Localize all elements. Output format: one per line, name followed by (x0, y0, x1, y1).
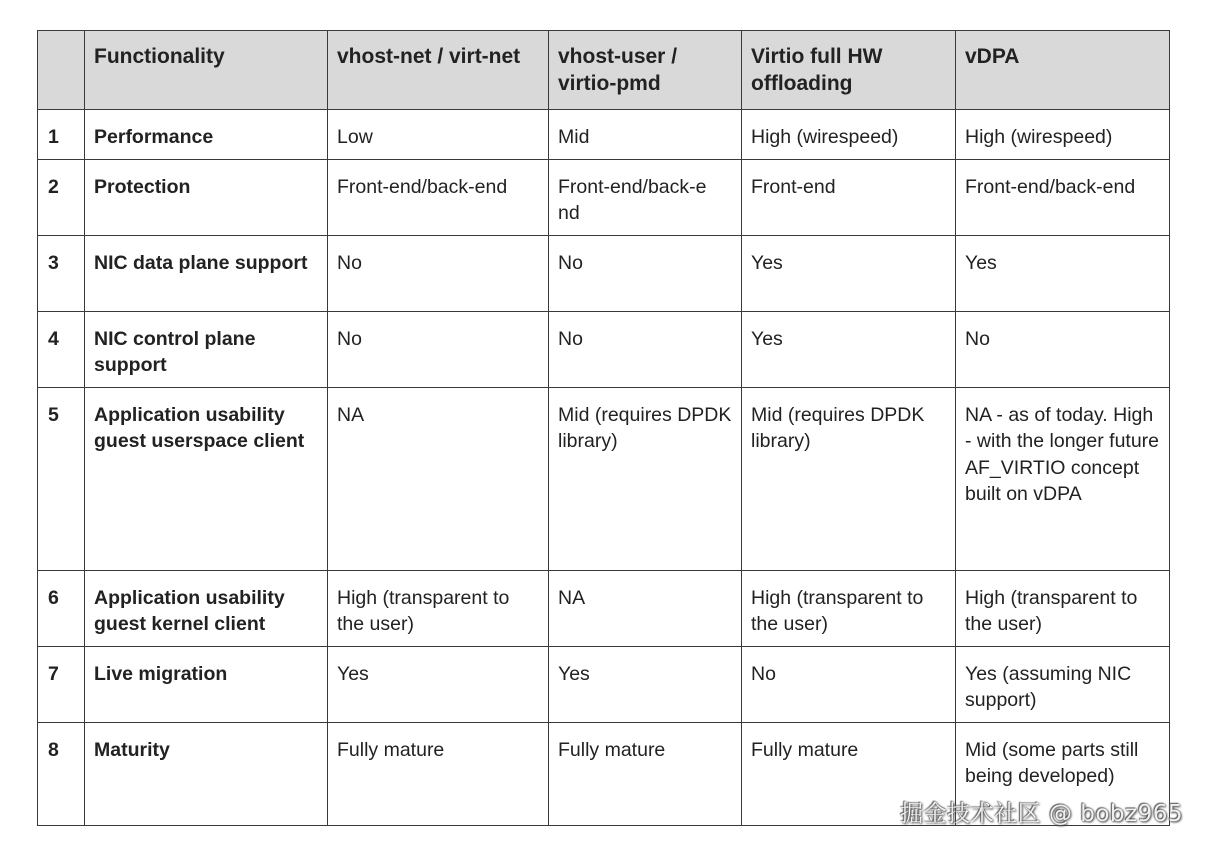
vhost-net-cell: Fully mature (328, 722, 549, 825)
header-cell-vdpa: vDPA (956, 31, 1170, 110)
vhost-net-cell: No (328, 235, 549, 311)
vhost-net-cell: Low (328, 110, 549, 160)
vhost-user-cell: NA (549, 570, 742, 646)
virtio-hw-cell: Mid (requires DPDK library) (742, 387, 956, 570)
virtio-hw-cell: Yes (742, 311, 956, 387)
vhost-net-cell: No (328, 311, 549, 387)
table-row (38, 646, 1170, 722)
row-number: 2 (38, 159, 85, 235)
header-cell-virtio-hw: Virtio full HW offloading (742, 31, 956, 110)
table-row (38, 387, 1170, 570)
vdpa-cell: Mid (some parts still being developed) (956, 722, 1170, 825)
vhost-user-cell: Mid (549, 110, 742, 160)
vhost-user-cell: Yes (549, 646, 742, 722)
table-row (38, 110, 1170, 160)
functionality-cell: Performance (85, 110, 328, 160)
vhost-net-cell: High (transparent to the user) (328, 570, 549, 646)
table-row (38, 159, 1170, 235)
virtio-hw-cell: High (transparent to the user) (742, 570, 956, 646)
vdpa-cell: Front-end/back-end (956, 159, 1170, 235)
row-number: 8 (38, 722, 85, 825)
row-number: 7 (38, 646, 85, 722)
functionality-cell: Maturity (85, 722, 328, 825)
row-number: 5 (38, 387, 85, 570)
vdpa-cell: Yes (956, 235, 1170, 311)
virtio-hw-cell: Fully mature (742, 722, 956, 825)
vdpa-cell: No (956, 311, 1170, 387)
virtio-hw-cell: Yes (742, 235, 956, 311)
comparison-table (37, 30, 1170, 826)
vhost-user-cell: Front-end/back-e nd (549, 159, 742, 235)
watermark-text: 掘金技术社区 @ bobz965 (900, 801, 1183, 827)
header-row (38, 31, 1170, 110)
header-cell-index (38, 31, 85, 110)
virtio-hw-cell: High (wirespeed) (742, 110, 956, 160)
vhost-net-cell: NA (328, 387, 549, 570)
virtio-hw-cell: Front-end (742, 159, 956, 235)
vhost-net-cell: Front-end/back-end (328, 159, 549, 235)
vhost-user-cell: No (549, 235, 742, 311)
header-cell-functionality: Functionality (85, 31, 328, 110)
vhost-net-cell: Yes (328, 646, 549, 722)
virtio-hw-cell: No (742, 646, 956, 722)
vdpa-cell: Yes (assuming NIC support) (956, 646, 1170, 722)
table-row (38, 570, 1170, 646)
vdpa-cell: NA - as of today. High - with the longer future AF_VIRTIO concept built on vDPA (956, 387, 1170, 570)
functionality-cell: Application usability guest userspace client (85, 387, 328, 570)
functionality-cell: Protection (85, 159, 328, 235)
vhost-user-cell: Fully mature (549, 722, 742, 825)
header-cell-vhost-net: vhost-net / virt-net (328, 31, 549, 110)
row-number: 4 (38, 311, 85, 387)
functionality-cell: Application usability guest kernel client (85, 570, 328, 646)
functionality-cell: NIC control plane support (85, 311, 328, 387)
vdpa-cell: High (transparent to the user) (956, 570, 1170, 646)
functionality-cell: NIC data plane support (85, 235, 328, 311)
vhost-user-cell: No (549, 311, 742, 387)
table-row (38, 311, 1170, 387)
vhost-user-cell: Mid (requires DPDK library) (549, 387, 742, 570)
row-number: 6 (38, 570, 85, 646)
functionality-cell: Live migration (85, 646, 328, 722)
row-number: 3 (38, 235, 85, 311)
header-cell-vhost-user: vhost-user / virtio-pmd (549, 31, 742, 110)
vdpa-cell: High (wirespeed) (956, 110, 1170, 160)
table-row (38, 235, 1170, 311)
row-number: 1 (38, 110, 85, 160)
